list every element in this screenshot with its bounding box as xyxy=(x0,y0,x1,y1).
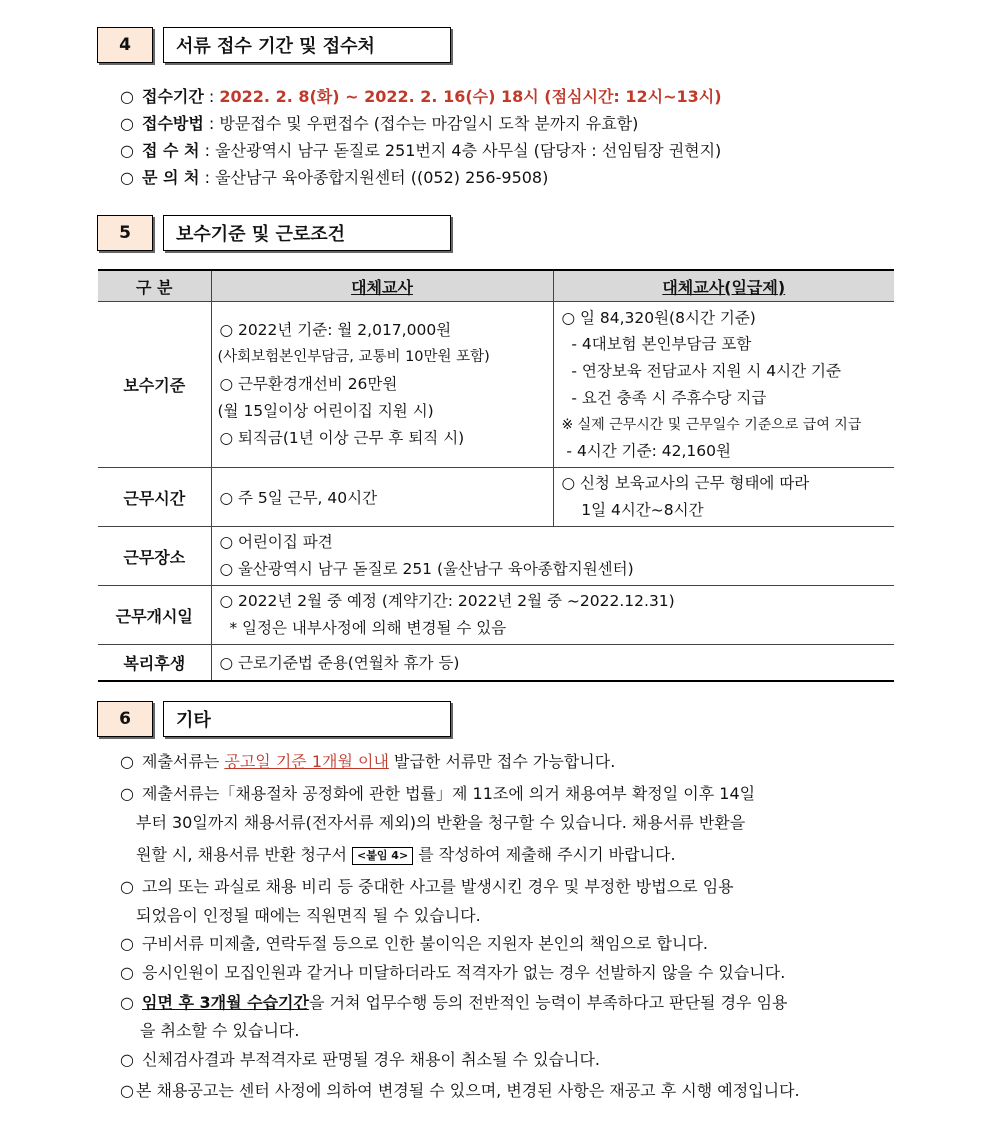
section-number: 4 xyxy=(97,27,153,63)
highlight-one-month: 공고일 기준 1개월 이내 xyxy=(224,752,389,771)
section-5-header xyxy=(97,215,451,251)
table-row xyxy=(98,645,894,681)
receipt-period: ○ 접수기간 : 2022. 2. 8(화) ~ 2022. 2. 16(수) 18시 (점심시간: 12시~13시) xyxy=(120,87,722,106)
header-substitute-daily: 대체교사(일급제) xyxy=(553,270,894,302)
table-row xyxy=(98,527,894,586)
receipt-place: ○ 접 수 처 : 울산광역시 남구 돋질로 251번지 4층 사무실 (담당자 : 선임팀장 권현지) xyxy=(120,141,722,160)
hours-substitute-cell: ○ 주 5일 근무, 40시간 xyxy=(211,468,553,527)
notice-item-8: ○ 본 채용공고는 센터 사정에 의하여 변경될 수 있으며, 변경된 사항은 재공고 후 시행 예정입니다. xyxy=(120,1081,800,1100)
section-number: 6 xyxy=(97,701,153,737)
table-row xyxy=(98,586,894,645)
place-cell: ○ 어린이집 파견 ○ 울산광역시 남구 돋질로 251 (울산남구 육아종합지원센터) xyxy=(211,527,894,586)
bullet: ○ xyxy=(120,87,134,106)
pay-substitute-cell: ○ 2022년 기준: 월 2,017,000원 (사회보험본인부담금, 교통비 10만원 포함) ○ 근무환경개선비 26만원 (월 15일이상 어린이집 지원 시) ○ 퇴직금(1년 이상 근무 후 퇴직 시) xyxy=(211,302,553,468)
section-4-header xyxy=(97,27,451,63)
table-header-row xyxy=(98,270,894,302)
section-number: 5 xyxy=(97,215,153,251)
receipt-method: ○ 접수방법 : 방문접수 및 우편접수 (접수는 마감일시 도착 분까지 유효함) xyxy=(120,114,639,133)
row-label: 근무장소 xyxy=(98,527,211,586)
table-row xyxy=(98,468,894,527)
header-substitute: 대체교사 xyxy=(211,270,553,302)
notice-item-3-line2: 되었음이 인정될 때에는 직원면직 될 수 있습니다. xyxy=(136,906,481,925)
notice-item-6-line2: 을 취소할 수 있습니다. xyxy=(140,1021,300,1040)
header-category: 구 분 xyxy=(98,270,211,302)
notice-item-3: ○ 고의 또는 과실로 채용 비리 등 중대한 사고를 발생시킨 경우 및 부정한 방법으로 임용 xyxy=(120,877,734,896)
section-title: 서류 접수 기간 및 접수처 xyxy=(163,27,451,63)
row-label: 근무시간 xyxy=(98,468,211,527)
row-label: 근무개시일 xyxy=(98,586,211,645)
notice-item-2-line2: 부터 30일까지 채용서류(전자서류 제외)의 반환을 청구할 수 있습니다. 채용서류 반환을 xyxy=(136,813,746,832)
row-label: 보수기준 xyxy=(98,302,211,468)
row-label: 복리후생 xyxy=(98,645,211,681)
notice-item-4: ○ 구비서류 미제출, 연락두절 등으로 인한 불이익은 지원자 본인의 책임으로 합니다. xyxy=(120,934,708,953)
notice-item-2-line3: 원할 시, 채용서류 반환 청구서 <붙임 4> 를 작성하여 제출해 주시기 바랍니다. xyxy=(136,845,676,864)
hours-daily-cell: ○ 신청 보육교사의 근무 형태에 따라 1일 4시간~8시간 xyxy=(553,468,894,527)
section-title: 보수기준 및 근로조건 xyxy=(163,215,451,251)
notice-item-6: ○ 임면 후 3개월 수습기간을 거쳐 업무수행 등의 전반적인 능력이 부족하다고 판단될 경우 임용 xyxy=(120,993,788,1012)
section-6-header xyxy=(97,701,451,737)
pay-conditions-table xyxy=(98,269,894,682)
notice-item-2: ○ 제출서류는「채용절차 공정화에 관한 법률」제 11조에 의거 채용여부 확정일 이후 14일 xyxy=(120,784,756,803)
inquiry: ○ 문 의 처 : 울산남구 육아종합지원센터 ((052) 256-9508) xyxy=(120,168,549,187)
start-cell: ○ 2022년 2월 중 예정 (계약기간: 2022년 2월 중 ~2022.12.31) * 일정은 내부사정에 의해 변경될 수 있음 xyxy=(211,586,894,645)
welfare-cell: ○ 근로기준법 준용(연월차 휴가 등) xyxy=(211,645,894,681)
attachment-ref: <붙임 4> xyxy=(352,847,413,865)
receipt-period-value: 2022. 2. 8(화) ~ 2022. 2. 16(수) 18시 (점심시간: 12시~13시) xyxy=(219,87,722,106)
pay-daily-cell: ○ 일 84,320원(8시간 기준) - 4대보험 본인부담금 포함 - 연장보육 전담교사 지원 시 4시간 기준 - 요건 충족 시 주휴수당 지급 ※ 실제 근무시간 및 근무일수 기준으로 급여 지급 - 4시간 기준: 42,160원 xyxy=(553,302,894,468)
highlight-probation: 임면 후 3개월 수습기간 xyxy=(142,993,309,1012)
notice-item-1: ○ 제출서류는 공고일 기준 1개월 이내 발급한 서류만 접수 가능합니다. xyxy=(120,752,616,771)
section-title: 기타 xyxy=(163,701,451,737)
notice-item-5: ○ 응시인원이 모집인원과 같거나 미달하더라도 적격자가 없는 경우 선발하지 않을 수 있습니다. xyxy=(120,963,786,982)
notice-item-7: ○ 신체검사결과 부적격자로 판명될 경우 채용이 취소될 수 있습니다. xyxy=(120,1050,601,1069)
table-row xyxy=(98,302,894,468)
